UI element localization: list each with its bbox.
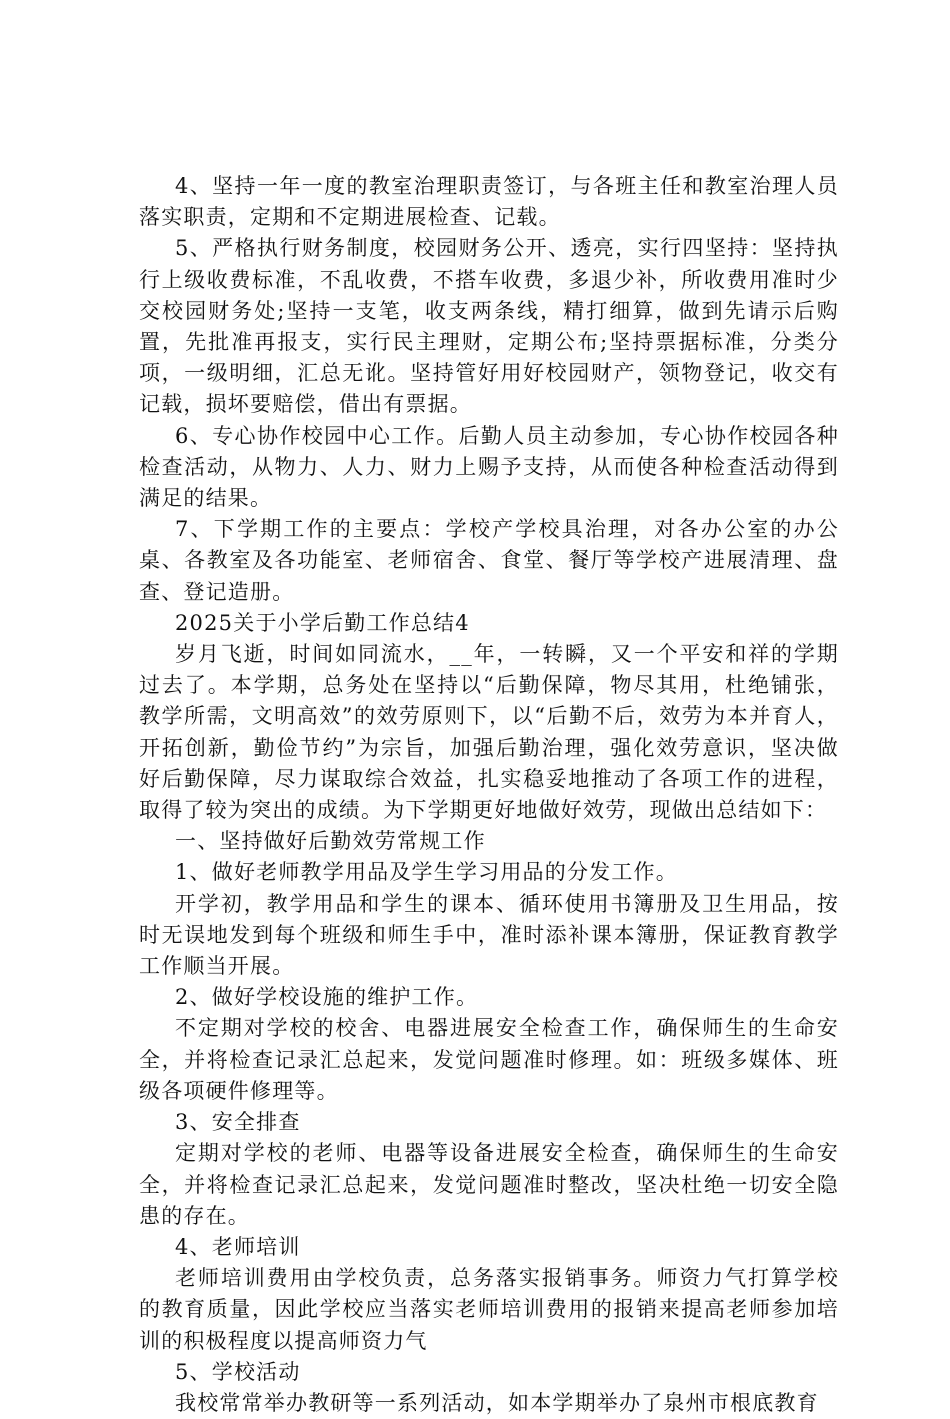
paragraph-item-7: 7、下学期工作的主要点：学校产学校具治理，对各办公室的办公桌、各教室及各功能室、老师宿舍、食堂、餐厅等学校产进展清理、盘查、登记造册。: [139, 517, 839, 604]
subheading-2: 2、做好学校设施的维护工作。: [175, 985, 479, 1010]
subheading-4: 4、老师培训: [175, 1234, 301, 1259]
subsection-paragraph-1: 开学初，教学用品和学生的课本、循环使用书簿册及卫生用品，按时无误地发到每个班级和师生手中，准时添补课本簿册，保证教育教学工作顺当开展。: [139, 891, 839, 979]
paragraph-item-6: 6、专心协作校园中心工作。后勤人员主动参加，专心协作校园各种检查活动，从物力、人力、财力上赐予支持，从而使各种检查活动得到满足的结果。: [139, 423, 839, 511]
section-heading-1: 一、坚持做好后勤效劳常规工作: [175, 829, 486, 854]
paragraph-item-4: 4、坚持一年一度的教室治理职责签订，与各班主任和教室治理人员落实职责，定期和不定期进展检查、记载。: [139, 174, 839, 230]
subsection-paragraph-2: 不定期对学校的校舍、电器进展安全检查工作，确保师生的生命安全，并将检查记录汇总起来，发觉问题准时修理。如：班级多媒体、班级各项硬件修理等。: [139, 1016, 839, 1103]
subheading-5: 5、学校活动: [175, 1359, 301, 1384]
document-body: [139, 171, 839, 1419]
section-title: 2025关于小学后勤工作总结4: [175, 610, 470, 635]
subsection-paragraph-5: 我校常常举办教研等一系列活动，如本学期举办了泉州市根底教育: [175, 1390, 819, 1415]
subsection-paragraph-4: 老师培训费用由学校负责，总务落实报销事务。师资力气打算学校的教育质量，因此学校应当落实老师培训费用的报销来提高老师参加培训的积极程度以提高师资力气: [139, 1266, 839, 1353]
paragraph-item-5: 5、严格执行财务制度，校园财务公开、透亮，实行四坚持：坚持执行上级收费标准，不乱收费，不搭车收费，多退少补，所收费用准时少交校园财务处;坚持一支笔，收支两条线，精打细算，做到先请示后购置，先批准再报支，实行民主理财，定期公布;坚持票据标准，分类分项，一级明细，汇总无讹。坚持管好用好校园财产，领物登记，收交有记载，损坏要赔偿，借出有票据。: [139, 236, 839, 417]
subheading-3: 3、安全排查: [175, 1110, 301, 1135]
subheading-1: 1、做好老师教学用品及学生学习用品的分发工作。: [175, 860, 678, 885]
subsection-paragraph-3: 定期对学校的老师、电器等设备进展安全检查，确保师生的生命安全，并将检查记录汇总起来，发觉问题准时整改，坚决杜绝一切安全隐患的存在。: [139, 1141, 839, 1228]
intro-paragraph: 岁月飞逝，时间如同流水，__年，一转瞬，又一个平安和祥的学期过去了。本学期，总务处在坚持以“后勤保障，物尽其用，杜绝铺张，教学所需，文明高效”的效劳原则下，以“后勤不后，效劳为本并育人，开拓创新，勤俭节约”为宗旨，加强后勤治理，强化效劳意识，坚决做好后勤保障，尽力谋取综合效益，扎实稳妥地推动了各项工作的进程，取得了较为突出的成绩。为下学期更好地做好效劳，现做出总结如下：: [139, 642, 839, 823]
